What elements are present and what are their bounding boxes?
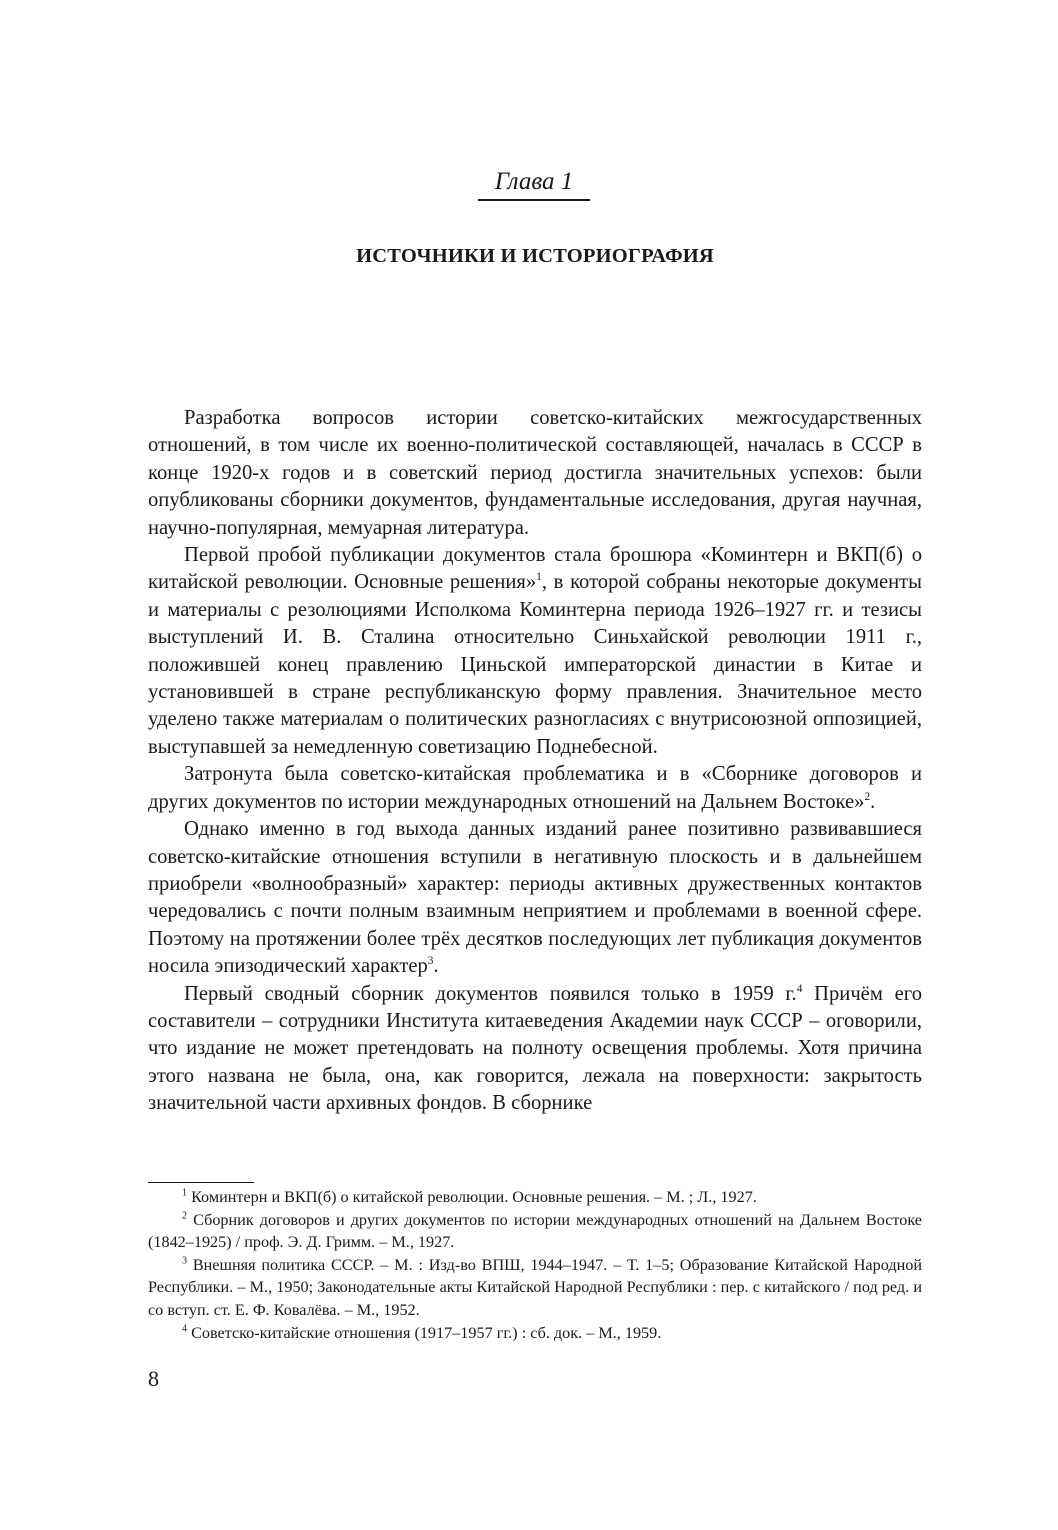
paragraph-text: Затронута была советско-китайская проблематика и в «Сборнике договоров и других документов по истории международных отношений на Дальнем Востоке» bbox=[148, 763, 922, 813]
footnote-number: 1 bbox=[182, 1187, 188, 1199]
paragraph-text: Причём его составители – сотрудники Института китаеведения Академии наук СССР – оговорили, что издание не может претендовать на полноту освещения проблемы. Хотя причина этого названа не была, она, как говорится, лежала на поверхности: закрытость значительной части архивных фондов. В сборнике bbox=[148, 982, 922, 1115]
footnote-ref: 2 bbox=[864, 790, 871, 803]
footnote-number: 3 bbox=[182, 1255, 188, 1267]
page-number: 8 bbox=[148, 1366, 159, 1391]
body-text bbox=[148, 405, 922, 1118]
footnote-ref: 3 bbox=[427, 955, 434, 968]
footnote bbox=[148, 1186, 922, 1209]
footnote bbox=[148, 1254, 922, 1322]
footnote-ref: 1 bbox=[536, 571, 542, 584]
paragraph-text: Однако именно в год выхода данных изданий ранее позитивно развивавшиеся советско-китайские отношения вступили в негативную плоскость и в дальнейшем приобрели «волнообразный» характер: периоды активных дружественных контактов чередовались с почти полным взаимным неприятием и проблемами в военной сфере. Поэтому на протяжении более трёх десятков последующих лет публикация документов носила эпизодический характер bbox=[148, 818, 922, 978]
footnote-number: 4 bbox=[182, 1323, 188, 1335]
paragraph bbox=[148, 542, 922, 761]
paragraph-text: Первый сводный сборник документов появился только в 1959 г. bbox=[184, 982, 797, 1005]
paragraph-text: Разработка вопросов истории советско-китайских межгосударственных отношений, в том числе их военно-политической составляющей, началась в СССР в конце 1920-х годов и в советский период достигла значительных успехов: были опубликованы сборники документов, фундаментальные исследования, другая научная, научно-популярная, мемуарная литература. bbox=[148, 407, 922, 539]
paragraph-text: , в которой собраны некоторые документы и материалы с резолюциями Исполкома Коминтерна периода 1926–1927 гг. и тезисы выступлений И. В. Сталина относительно Синьхайской революции 1911 г., положившей конец правлению Циньской императорской династии в Китае и установившей в стране республиканскую форму правления. Значительное место уделено также материалам о политических разногласиях с внутрисоюзной оппозицией, выступавшей за немедленную советизацию Поднебесной. bbox=[148, 571, 922, 758]
footnote-text: Внешняя политика СССР. – М. : Изд-во ВПШ, 1944–1947. – Т. 1–5; Образование Китайской Народной Республики. – М., 1950; Законодательные акты Китайской Народной Республики : пер. с китайского / под ред. и со вступ. ст. Е. Ф. Ковалёва. – М., 1952. bbox=[148, 1255, 922, 1319]
footnote bbox=[148, 1322, 922, 1345]
paragraph-text: . bbox=[433, 955, 439, 978]
paragraph bbox=[148, 981, 922, 1118]
footnote-text: Советско-китайские отношения (1917–1957 гг.) : сб. док. – М., 1959. bbox=[187, 1323, 662, 1342]
paragraph-text: Первой пробой публикации документов стала брошюра «Коминтерн и ВКП(б) о китайской революции. Основные решения» bbox=[148, 544, 922, 594]
paragraph bbox=[148, 816, 922, 980]
footnotes bbox=[148, 1186, 922, 1344]
paragraph bbox=[148, 405, 922, 542]
footnote-divider bbox=[148, 1182, 254, 1183]
footnote bbox=[148, 1209, 922, 1254]
footnote-text: Сборник договоров и других документов по истории международных отношений на Дальнем Востоке (1842–1925) / проф. Э. Д. Гримм. – М., 1927. bbox=[148, 1210, 922, 1252]
chapter-label: Глава 1 bbox=[478, 166, 590, 201]
footnote-ref: 4 bbox=[796, 982, 803, 995]
paragraph-text: . bbox=[870, 790, 876, 813]
chapter-title: ИСТОЧНИКИ И ИСТОРИОГРАФИЯ bbox=[356, 245, 714, 267]
footnote-number: 2 bbox=[182, 1210, 188, 1222]
footnote-text: Коминтерн и ВКП(б) о китайской революции. Основные решения. – М. ; Л., 1927. bbox=[187, 1188, 757, 1206]
paragraph bbox=[148, 761, 922, 816]
